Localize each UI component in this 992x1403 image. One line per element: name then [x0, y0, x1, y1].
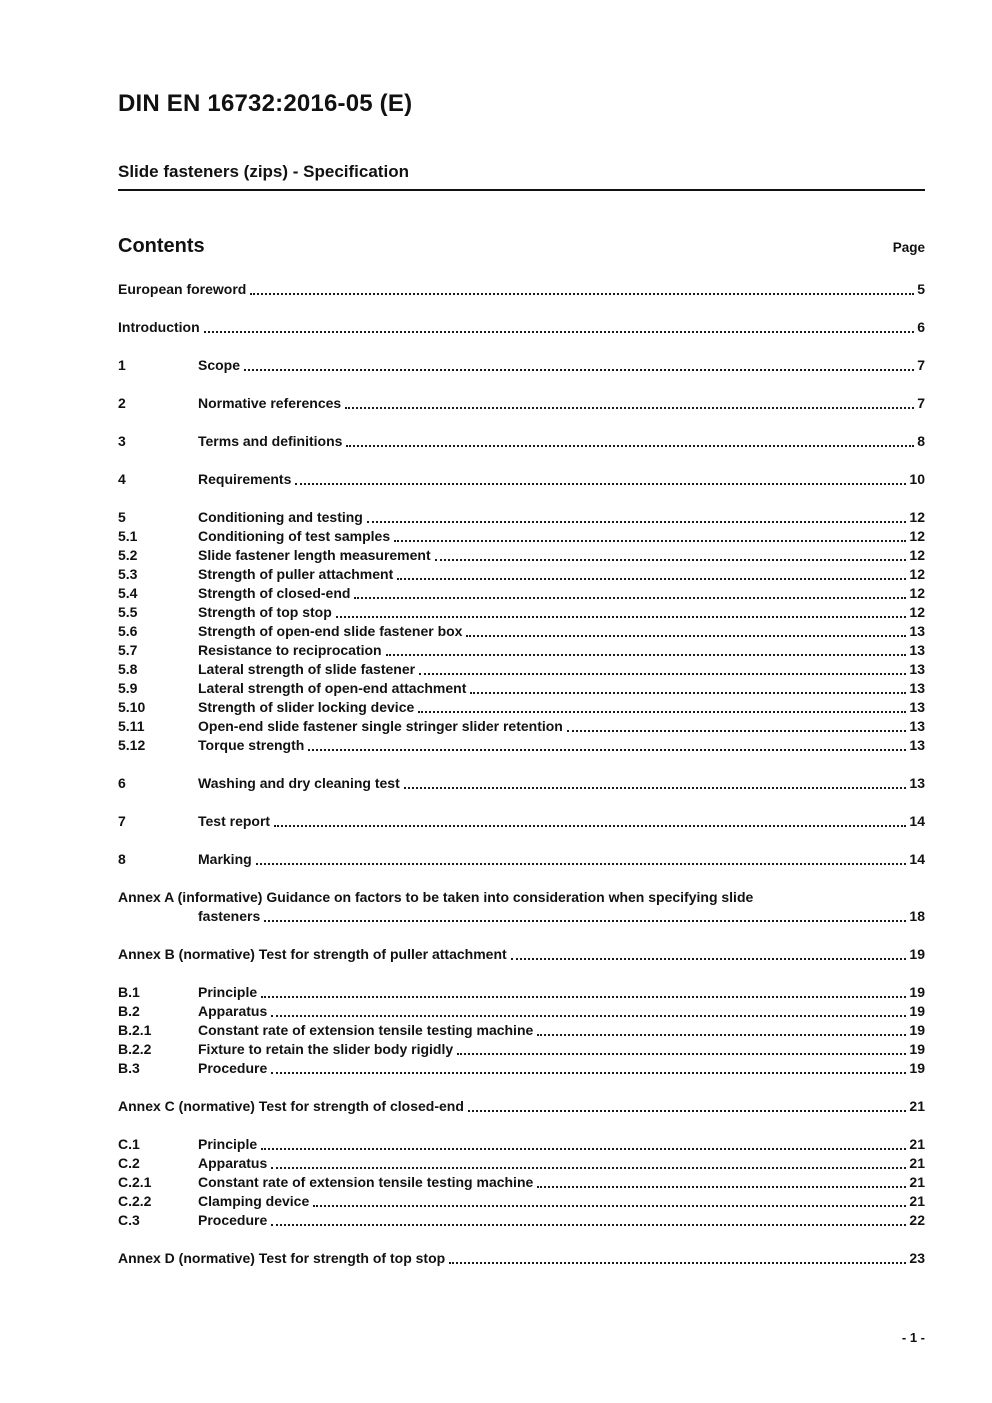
toc-leader-dots [567, 730, 907, 732]
toc-entry-number: 7 [118, 813, 126, 829]
toc-entry-page: 6 [917, 319, 925, 335]
toc-leader-dots [250, 293, 914, 295]
toc-leader-dots [264, 920, 906, 922]
toc-entry-page: 21 [909, 1098, 925, 1114]
toc-leader-dots [435, 559, 907, 561]
toc-entry-title: Slide fastener length measurement [198, 547, 431, 563]
toc-entry-title: Marking [198, 851, 252, 867]
toc-entry-page: 13 [909, 737, 925, 753]
document-subtitle: Slide fasteners (zips) - Specification [118, 162, 409, 181]
toc-entry-title: Terms and definitions [198, 433, 343, 449]
toc-entry-page: 12 [909, 528, 925, 544]
toc-entry [118, 622, 925, 641]
toc-entry-number: C.2.1 [118, 1174, 152, 1190]
toc-entry-number: B.1 [118, 984, 140, 1000]
toc-entry [118, 698, 925, 717]
toc-leader-dots [457, 1053, 906, 1055]
toc-entry-title: Open-end slide fastener single stringer slider retention [198, 718, 563, 734]
toc-leader-dots [386, 654, 907, 656]
toc-entry-page: 12 [909, 604, 925, 620]
toc-leader-dots [244, 369, 914, 371]
toc-entry-page: 19 [909, 1022, 925, 1038]
toc-entry-page: 10 [909, 471, 925, 487]
toc-entry-page: 7 [917, 357, 925, 373]
toc-entry-title: Fixture to retain the slider body rigidly [198, 1041, 454, 1057]
toc-entry-title: Strength of top stop [198, 604, 332, 620]
toc-entry-title: Torque strength [198, 737, 305, 753]
toc-entry-number: 6 [118, 775, 126, 791]
toc-entry [118, 1097, 925, 1116]
toc-entry-number: 4 [118, 471, 126, 487]
toc-entry-page: 13 [909, 661, 925, 677]
toc-entry-number: 2 [118, 395, 126, 411]
toc-leader-dots [466, 635, 906, 637]
toc-entry-page: 22 [909, 1212, 925, 1228]
toc-leader-dots [256, 863, 907, 865]
toc-leader-dots [419, 673, 906, 675]
toc-entry-number: 5.3 [118, 566, 138, 582]
toc-entry [118, 1021, 925, 1040]
toc-entry-number: 3 [118, 433, 126, 449]
toc-leader-dots [511, 958, 907, 960]
toc-entry-title: Conditioning of test samples [198, 528, 391, 544]
toc-leader-dots [271, 1224, 906, 1226]
toc-entry-number: B.2.1 [118, 1022, 152, 1038]
toc-entry-number: 5.9 [118, 680, 138, 696]
toc-entry-number: C.3 [118, 1212, 140, 1228]
toc-entry-number: B.2 [118, 1003, 140, 1019]
toc-entry-page: 13 [909, 642, 925, 658]
toc-entry-page: 19 [909, 1003, 925, 1019]
toc-entry-title: Annex B (normative) Test for strength of puller attachment [118, 946, 507, 962]
toc-leader-dots [336, 616, 907, 618]
toc-entry-title: Normative references [198, 395, 342, 411]
toc-entry-number: 5.2 [118, 547, 138, 563]
toc-entry-page: 12 [909, 547, 925, 563]
toc-entry-number: C.2.2 [118, 1193, 152, 1209]
toc-entry-number: 5.6 [118, 623, 138, 639]
toc-entry-number: 5.8 [118, 661, 138, 677]
toc-entry-title: Annex A (informative) Guidance on factors to be taken into consideration when specifying slide [118, 889, 754, 905]
document-title: DIN EN 16732:2016-05 (E) [118, 90, 413, 117]
toc-entry [118, 660, 925, 679]
toc-entry-page: 13 [909, 718, 925, 734]
toc-entry [118, 888, 925, 907]
toc-entry [118, 850, 925, 869]
toc-entry-page: 21 [909, 1155, 925, 1171]
toc-leader-dots [271, 1167, 906, 1169]
toc-leader-dots [397, 578, 906, 580]
toc-entry [118, 527, 925, 546]
toc-entry [118, 356, 925, 375]
toc-entry-page: 19 [909, 1041, 925, 1057]
toc-entry-title: Strength of open-end slide fastener box [198, 623, 463, 639]
toc-entry [118, 508, 925, 527]
toc-entry-title: Lateral strength of slide fastener [198, 661, 416, 677]
toc-entry-title: Strength of puller attachment [198, 566, 394, 582]
contents-header-row [118, 235, 925, 258]
toc-entry-title: Strength of slider locking device [198, 699, 415, 715]
toc-entry-page: 21 [909, 1136, 925, 1152]
toc-entry [118, 812, 925, 831]
toc-entry [118, 603, 925, 622]
toc-entry-title: Scope [198, 357, 241, 373]
toc-entry-page: 21 [909, 1193, 925, 1209]
toc-entry-number: C.2 [118, 1155, 140, 1171]
toc-leader-dots [308, 749, 906, 751]
toc-entry [118, 1040, 925, 1059]
toc-entry-title: Test report [198, 813, 271, 829]
toc-entry [118, 774, 925, 793]
toc-entry-title: Principle [198, 984, 258, 1000]
toc-entry [118, 1173, 925, 1192]
toc-entry-title: Introduction [118, 319, 200, 335]
toc-leader-dots [367, 521, 907, 523]
toc-entry [118, 470, 925, 489]
toc-entry-title: Constant rate of extension tensile testing machine [198, 1174, 534, 1190]
toc-entry-page: 14 [909, 813, 925, 829]
toc-entry [118, 318, 925, 337]
toc-entry-page: 19 [909, 984, 925, 1000]
toc-entry [118, 1059, 925, 1078]
toc-entry-title: Requirements [198, 471, 292, 487]
toc-entry-number: B.2.2 [118, 1041, 152, 1057]
toc-leader-dots [418, 711, 906, 713]
toc-leader-dots [537, 1034, 906, 1036]
toc-entry-number: C.1 [118, 1136, 140, 1152]
toc-entry-title: Procedure [198, 1060, 268, 1076]
page-column-label: Page [892, 240, 925, 255]
toc-entry [118, 1135, 925, 1154]
toc-entry-page: 14 [909, 851, 925, 867]
toc-entry-page: 13 [909, 680, 925, 696]
toc-entry-title: Apparatus [198, 1155, 268, 1171]
toc-entry [118, 1211, 925, 1230]
toc-entry-number: 5.5 [118, 604, 138, 620]
toc-entry-number: 5.7 [118, 642, 138, 658]
toc-entry-page: 12 [909, 566, 925, 582]
toc-leader-dots [295, 483, 906, 485]
toc-entry [118, 1192, 925, 1211]
toc-entry-number: 5.12 [118, 737, 146, 753]
toc-entry-number: 5.4 [118, 585, 138, 601]
toc-entry [118, 907, 925, 926]
toc-entry-page: 13 [909, 699, 925, 715]
toc-entry-number: B.3 [118, 1060, 140, 1076]
toc-entry [118, 679, 925, 698]
toc-entry [118, 565, 925, 584]
toc-leader-dots [468, 1110, 907, 1112]
toc-entry-page: 19 [909, 1060, 925, 1076]
toc-entry-page: 18 [909, 908, 925, 924]
toc-list [118, 280, 925, 1268]
toc-entry-page: 21 [909, 1174, 925, 1190]
toc-entry-title: Conditioning and testing [198, 509, 363, 525]
toc-leader-dots [345, 407, 914, 409]
toc-entry [118, 432, 925, 451]
toc-entry-page: 13 [909, 623, 925, 639]
toc-entry-title: Constant rate of extension tensile testing machine [198, 1022, 534, 1038]
toc-entry-title: Principle [198, 1136, 258, 1152]
subtitle-rule [118, 162, 925, 191]
toc-leader-dots [271, 1072, 906, 1074]
toc-leader-dots [404, 787, 907, 789]
toc-entry [118, 945, 925, 964]
toc-entry [118, 983, 925, 1002]
toc-entry [118, 546, 925, 565]
toc-entry-page: 7 [917, 395, 925, 411]
toc-entry [118, 280, 925, 299]
toc-entry-number: 1 [118, 357, 126, 373]
toc-entry-number: 5.10 [118, 699, 146, 715]
toc-entry-page: 5 [917, 281, 925, 297]
page-content [118, 0, 925, 1268]
toc-leader-dots [274, 825, 906, 827]
toc-entry-title: Annex D (normative) Test for strength of top stop [118, 1250, 446, 1266]
toc-entry [118, 1154, 925, 1173]
toc-entry-title: Annex C (normative) Test for strength of closed-end [118, 1098, 464, 1114]
toc-entry [118, 1249, 925, 1268]
toc-leader-dots [346, 445, 914, 447]
toc-entry-title: Lateral strength of open-end attachment [198, 680, 467, 696]
toc-leader-dots [537, 1186, 906, 1188]
toc-entry-page: 13 [909, 775, 925, 791]
toc-entry-title: Strength of closed-end [198, 585, 351, 601]
toc-entry-page: 8 [917, 433, 925, 449]
toc-entry-page: 12 [909, 509, 925, 525]
toc-entry-title: Clamping device [198, 1193, 310, 1209]
toc-leader-dots [394, 540, 906, 542]
page-number-footer: - 1 - [901, 1330, 925, 1345]
toc-entry-number: 5.1 [118, 528, 138, 544]
toc-entry [118, 736, 925, 755]
toc-entry [118, 584, 925, 603]
toc-entry-title: Apparatus [198, 1003, 268, 1019]
toc-leader-dots [449, 1262, 906, 1264]
toc-entry-title: European foreword [118, 281, 247, 297]
toc-entry-page: 23 [909, 1250, 925, 1266]
toc-entry [118, 1002, 925, 1021]
toc-entry [118, 641, 925, 660]
toc-entry-number: 5.11 [118, 718, 145, 734]
toc-entry-page: 19 [909, 946, 925, 962]
toc-entry-title: fasteners [198, 908, 261, 924]
toc-leader-dots [204, 331, 915, 333]
toc-leader-dots [261, 1148, 906, 1150]
toc-entry-number: 5 [118, 509, 126, 525]
toc-leader-dots [354, 597, 906, 599]
toc-leader-dots [313, 1205, 906, 1207]
toc-entry-title: Procedure [198, 1212, 268, 1228]
toc-entry-title: Washing and dry cleaning test [198, 775, 400, 791]
toc-entry [118, 394, 925, 413]
toc-leader-dots [261, 996, 906, 998]
toc-entry-page: 12 [909, 585, 925, 601]
toc-entry-title: Resistance to reciprocation [198, 642, 382, 658]
toc-leader-dots [271, 1015, 906, 1017]
toc-entry-number: 8 [118, 851, 126, 867]
toc-leader-dots [470, 692, 906, 694]
toc-entry [118, 717, 925, 736]
contents-heading: Contents [118, 235, 205, 257]
